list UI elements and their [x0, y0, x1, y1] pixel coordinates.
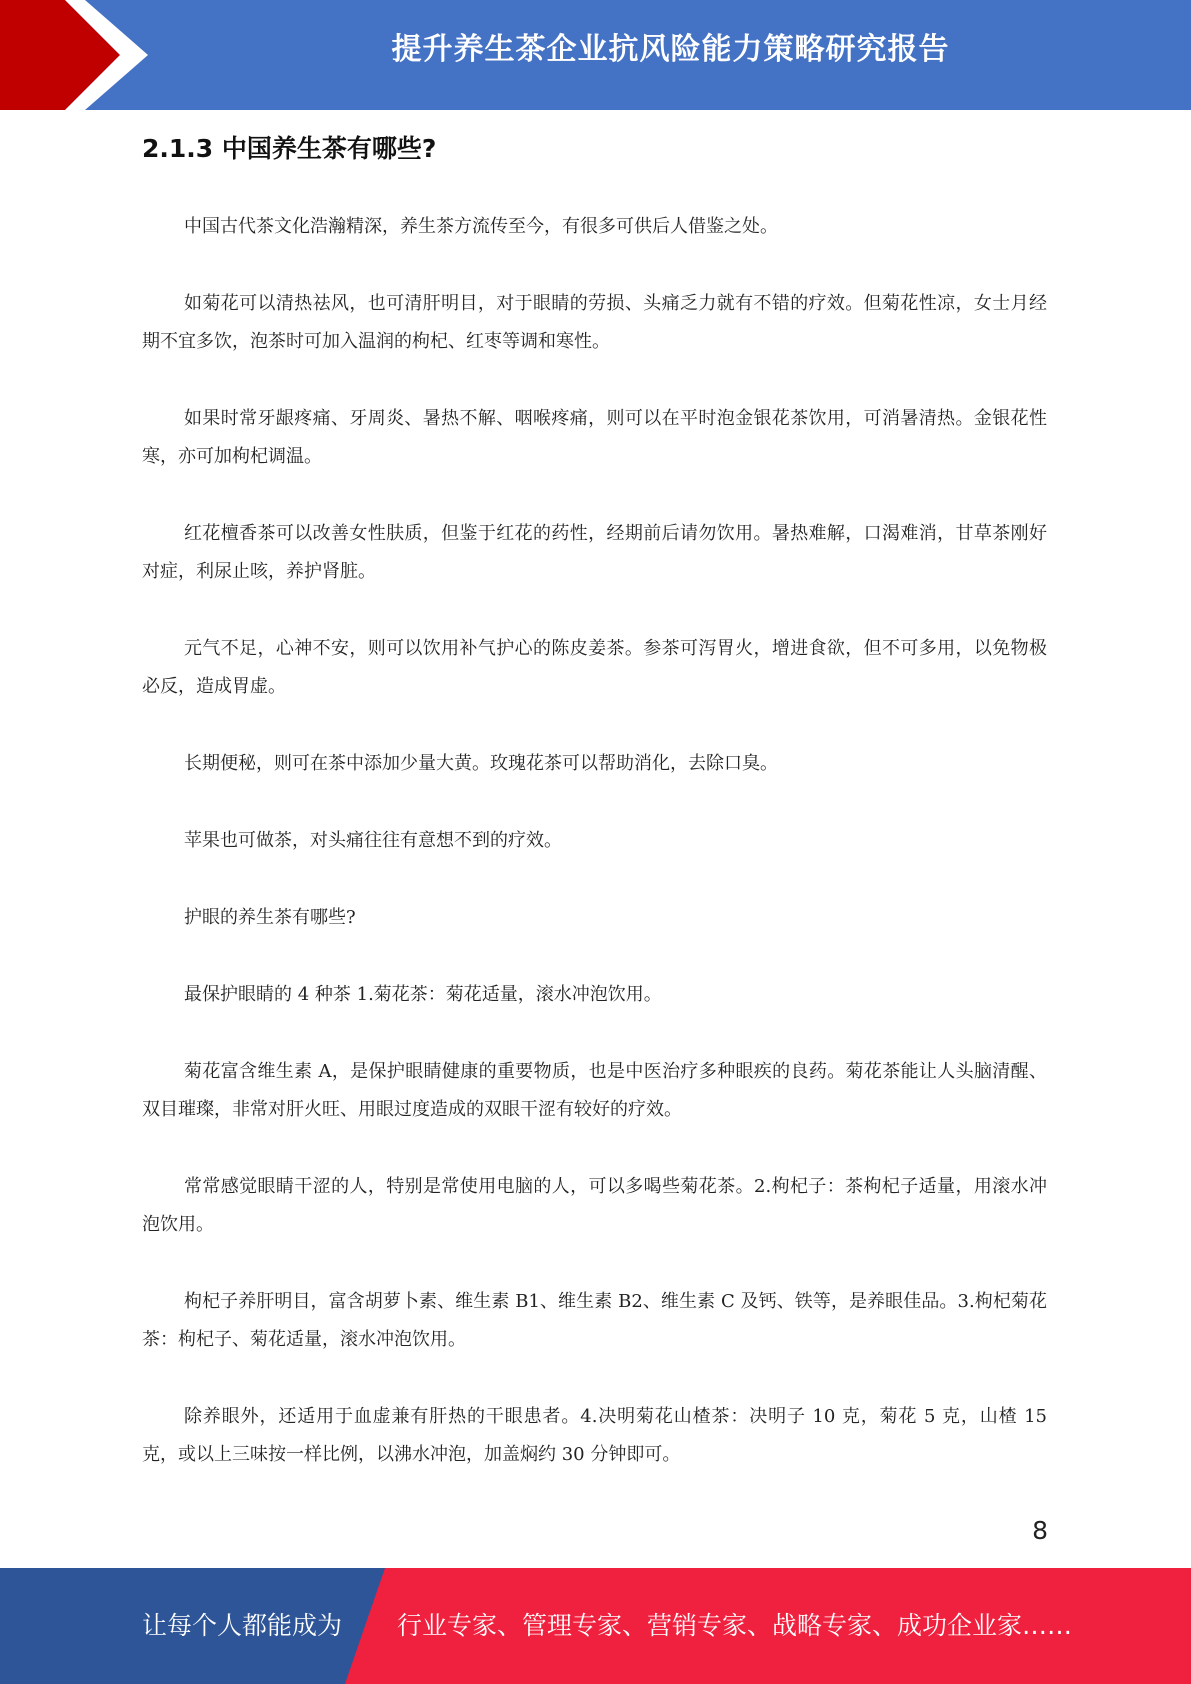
footer-banner — [0, 1568, 1191, 1684]
paragraph: 如菊花可以清热祛风，也可清肝明目，对于眼睛的劳损、头痛乏力就有不错的疗效。但菊花性凉，女士月经期不宜多饮，泡茶时可加入温润的枸杞、红枣等调和寒性。 — [142, 293, 1047, 352]
section-heading: 2.1.3 中国养生茶有哪些? — [142, 134, 437, 163]
document-body — [142, 128, 1047, 1513]
paragraph: 长期便秘，则可在茶中添加少量大黄。玫瑰花茶可以帮助消化，去除口臭。 — [184, 753, 778, 774]
footer-slogan-left: 让每个人都能成为 — [142, 1611, 343, 1640]
report-title: 提升养生茶企业抗风险能力策略研究报告 — [391, 32, 950, 67]
page-number: 8 — [1032, 1516, 1048, 1545]
paragraph: 常常感觉眼睛干涩的人，特别是常使用电脑的人，可以多喝些菊花茶。2.枸杞子：茶枸杞子适量，用滚水冲泡饮用。 — [142, 1176, 1047, 1235]
paragraph: 最保护眼睛的 4 种茶 1.菊花茶：菊花适量，滚水冲泡饮用。 — [184, 984, 662, 1005]
paragraph: 护眼的养生茶有哪些? — [184, 907, 356, 928]
paragraph: 枸杞子养肝明目，富含胡萝卜素、维生素 B1、维生素 B2、维生素 C 及钙、铁等，是养眼佳品。3.枸杞菊花茶：枸杞子、菊花适量，滚水冲泡饮用。 — [142, 1291, 1047, 1350]
paragraph: 红花檀香茶可以改善女性肤质，但鉴于红花的药性，经期前后请勿饮用。暑热难解，口渴难消，甘草茶刚好对症，利尿止咳，养护肾脏。 — [142, 523, 1047, 582]
header-arrow-icon — [0, 0, 160, 110]
paragraph: 除养眼外，还适用于血虚兼有肝热的干眼患者。4.决明菊花山楂茶：决明子 10 克，菊花 5 克，山楂 15 克，或以上三味按一样比例，以沸水冲泡，加盖焖约 30 分钟即可。 — [142, 1406, 1047, 1465]
footer-slogan-right: 行业专家、管理专家、营销专家、战略专家、成功企业家…… — [397, 1611, 1073, 1640]
paragraph: 苹果也可做茶，对头痛往往有意想不到的疗效。 — [184, 830, 562, 851]
paragraph: 中国古代茶文化浩瀚精深，养生茶方流传至今，有很多可供后人借鉴之处。 — [184, 216, 778, 237]
paragraph: 菊花富含维生素 A，是保护眼睛健康的重要物质，也是中医治疗多种眼疾的良药。菊花茶能让人头脑清醒、双目璀璨，非常对肝火旺、用眼过度造成的双眼干涩有较好的疗效。 — [142, 1061, 1047, 1120]
header-banner — [0, 0, 1191, 110]
paragraph: 如果时常牙龈疼痛、牙周炎、暑热不解、咽喉疼痛，则可以在平时泡金银花茶饮用，可消暑清热。金银花性寒，亦可加枸杞调温。 — [142, 408, 1047, 467]
paragraph: 元气不足，心神不安，则可以饮用补气护心的陈皮姜茶。参茶可泻胃火，增进食欲，但不可多用，以免物极必反，造成胃虚。 — [142, 638, 1047, 697]
